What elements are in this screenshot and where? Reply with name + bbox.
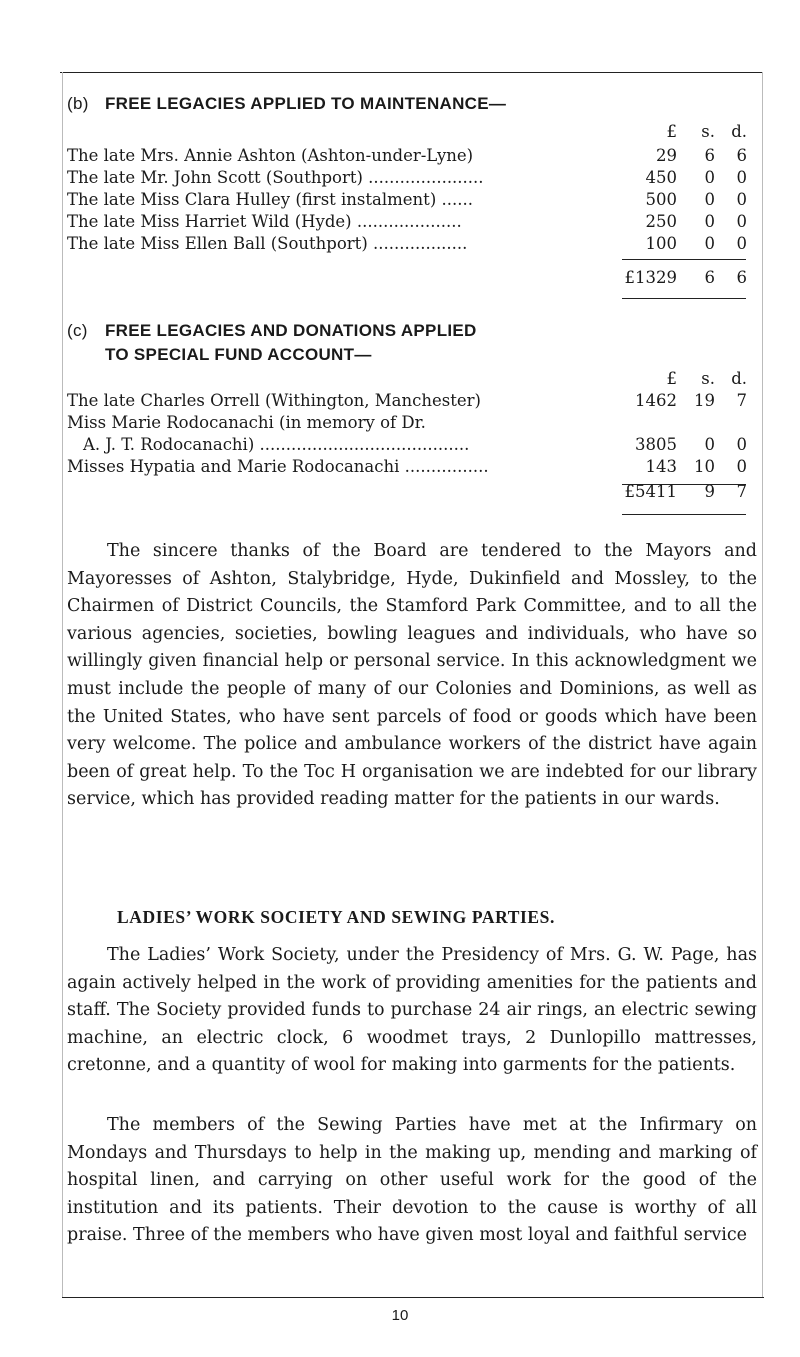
table-row (67, 145, 767, 167)
row-description: The late Miss Ellen Ball (Southport) .................. (67, 234, 468, 253)
pounds-header: £ (666, 122, 677, 141)
ladies-work-society-heading: LADIES’ WORK SOCIETY AND SEWING PARTIES. (117, 907, 555, 927)
section-c-table (67, 368, 767, 488)
row-pounds: 3805 (635, 435, 677, 454)
pence-header: d. (731, 369, 747, 388)
row-pence: 0 (736, 168, 747, 187)
thanks-paragraph: The sincere thanks of the Board are tendered to the Mayors and Mayoresses of Ashton, Stalybridge, Hyde, Dukinfield and Mossley, to the Chairmen of District Councils, the Stamford Park Committee, and to all the various agencies, societies, bowling leagues and individuals, who have so willingly given financial help or personal service. In this acknowledgment we must include the people of many of our Colonies and Dominions, as well as the United States, who have sent parcels of food or goods which have been very welcome. The police and ambulance workers of the district have again been of great help. To the Toc H organisation we are indebted for our library service, which has provided reading matter for the patients in our wards. (67, 541, 757, 810)
row-description: The late Miss Harriet Wild (Hyde) .................... (67, 212, 462, 231)
shillings-header: s. (701, 122, 715, 141)
table-row (67, 390, 767, 412)
section-c-label: (c) (67, 321, 88, 340)
section-b-column-headers (67, 121, 767, 143)
pence-header: d. (731, 122, 747, 141)
row-description: The late Charles Orrell (Withington, Manchester) (67, 391, 481, 410)
total-row (67, 267, 767, 289)
row-pence: 0 (736, 234, 747, 253)
row-pence: 0 (736, 212, 747, 231)
section-b-heading (67, 93, 506, 115)
row-pence: 0 (736, 190, 747, 209)
section-b-table (67, 121, 767, 291)
row-shillings: 6 (704, 146, 715, 165)
total-pence: 6 (736, 268, 747, 287)
section-c-title-line1: FREE LEGACIES AND DONATIONS APPLIED (105, 321, 477, 340)
table-row (67, 434, 767, 456)
total-pounds: £5411 (624, 482, 677, 501)
section-c-total (67, 481, 767, 505)
pounds-header: £ (666, 369, 677, 388)
top-rule (60, 72, 762, 73)
row-pounds: 1462 (635, 391, 677, 410)
row-pounds: 500 (645, 190, 677, 209)
row-pounds: 143 (645, 457, 677, 476)
section-c-heading (67, 320, 477, 342)
section-b-total (67, 267, 767, 291)
row-pence: 7 (736, 391, 747, 410)
row-shillings: 0 (704, 190, 715, 209)
row-description: Misses Hypatia and Marie Rodocanachi ................ (67, 457, 489, 476)
left-margin-rule (62, 72, 63, 1297)
table-row (67, 456, 767, 478)
row-description: The late Mrs. Annie Ashton (Ashton-under-Lyne) (67, 146, 474, 165)
total-pence: 7 (736, 482, 747, 501)
section-b-title: FREE LEGACIES APPLIED TO MAINTENANCE— (105, 94, 507, 113)
sewing-parties-paragraph: The members of the Sewing Parties have met at the Infirmary on Mondays and Thursdays to help in the making up, mending and marking of hospital linen, and carrying on other useful work for the good of the institution and its patients. Their devotion to the cause is worthy of all praise. Three of the members who have given most loyal and faithful service (67, 1115, 757, 1246)
table-row (67, 412, 767, 434)
total-pounds: £1329 (624, 268, 677, 287)
shillings-header: s. (701, 369, 715, 388)
row-pence: 0 (736, 457, 747, 476)
page-number: 10 (391, 1307, 409, 1324)
row-shillings: 19 (694, 391, 715, 410)
section-b-label: (b) (67, 94, 89, 113)
section-c-title-line2: TO SPECIAL FUND ACCOUNT— (105, 345, 372, 364)
table-row (67, 211, 767, 233)
bottom-rule (62, 1297, 764, 1298)
row-description: A. J. T. Rodocanachi) ........................................ (83, 435, 470, 454)
row-shillings: 0 (704, 212, 715, 231)
row-pounds: 100 (645, 234, 677, 253)
section-c-total-rule (622, 514, 746, 515)
total-shillings: 6 (704, 268, 715, 287)
row-shillings: 0 (704, 435, 715, 454)
row-pounds: 250 (645, 212, 677, 231)
row-description: The late Mr. John Scott (Southport) ...................... (67, 168, 484, 187)
section-b-sum-rule (622, 259, 746, 260)
row-description: Miss Marie Rodocanachi (in memory of Dr. (67, 413, 426, 432)
section-b-total-rule (622, 298, 746, 299)
row-pounds: 450 (645, 168, 677, 187)
row-shillings: 0 (704, 234, 715, 253)
ladies-work-paragraph: The Ladies’ Work Society, under the Presidency of Mrs. G. W. Page, has again actively helped in the work of providing amenities for the patients and staff. The Society provided funds to purchase 24 air rings, an electric sewing machine, an electric clock, 6 woodmet trays, 2 Dunlopillo mattresses, cretonne, and a quantity of wool for making into garments for the patients. (67, 945, 757, 1076)
table-row (67, 189, 767, 211)
total-row (67, 481, 767, 503)
row-shillings: 10 (694, 457, 715, 476)
row-pounds: 29 (656, 146, 677, 165)
table-row (67, 233, 767, 255)
row-pence: 0 (736, 435, 747, 454)
row-description: The late Miss Clara Hulley (first instalment) ...... (67, 190, 473, 209)
total-shillings: 9 (704, 482, 715, 501)
row-shillings: 0 (704, 168, 715, 187)
section-c-column-headers (67, 368, 767, 390)
table-row (67, 167, 767, 189)
section-c-heading-continued (105, 344, 372, 366)
row-pence: 6 (736, 146, 747, 165)
